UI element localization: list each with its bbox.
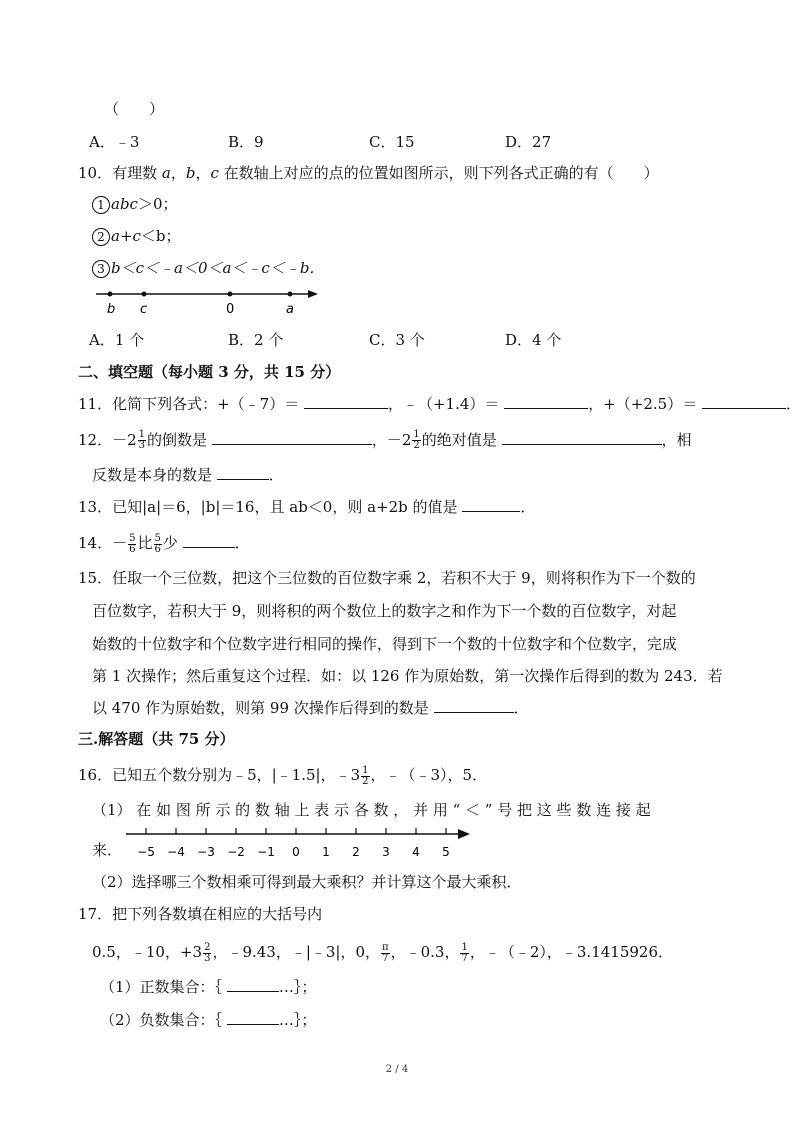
- q11-part-a: 11．化简下列各式：+（﹣7）＝: [78, 395, 300, 413]
- q17-numbers: ，﹣9.43，﹣|﹣3|，0，: [212, 943, 381, 961]
- axis-tick-label: 1: [322, 845, 330, 859]
- q16-part-2: （2）选择哪三个数相乘可得到最大乘积？并计算这个最大乘积．: [92, 873, 522, 891]
- q17-numbers: ，﹣（﹣2），﹣3.1415926．: [469, 943, 674, 961]
- mixed-number: [112, 427, 147, 453]
- answer-blank[interactable]: [212, 430, 372, 445]
- axis-tick-label: 2: [352, 845, 360, 859]
- axis-ticks: [137, 828, 450, 859]
- q14-text: 少: [162, 534, 178, 552]
- answer-blank[interactable]: [702, 394, 786, 409]
- numerator: 1: [138, 428, 146, 440]
- fraction: [361, 766, 369, 787]
- label-zero: 0: [226, 302, 235, 317]
- answer-blank[interactable]: [304, 394, 388, 409]
- circled-number: 1: [92, 196, 110, 214]
- numerator: 5: [154, 532, 161, 544]
- q10-statement-2: [92, 226, 181, 246]
- q13-text: 13．已知|a|＝6，|b|＝16，且 ab＜0，则 a+2b 的值是: [78, 498, 458, 516]
- point-b: [108, 292, 113, 297]
- section-2-title: 二、填空题（每小题 3 分，共 15 分）: [78, 363, 341, 381]
- q9-option-a: A．﹣3: [89, 133, 140, 151]
- q15-line-5: [92, 698, 529, 718]
- numerator: 1: [461, 941, 468, 953]
- q12-text: ，相: [661, 431, 692, 449]
- q11: [78, 394, 801, 414]
- fraction: [460, 943, 468, 964]
- q10-statement-1: [92, 194, 178, 214]
- axis-tick-label: 5: [442, 845, 450, 859]
- q15-line-2: 百位数字，若积大于 9，则将积的两个数位上的数字之和作为下一个数的百位数字，对起: [92, 602, 677, 620]
- axis-arrow: [308, 290, 318, 298]
- denominator: 3: [138, 439, 146, 451]
- page-number: 2 / 4: [385, 1064, 409, 1075]
- fraction: [412, 430, 420, 451]
- q10-option-b: B．2 个: [228, 331, 284, 349]
- q10-stem-part: ，: [170, 164, 186, 182]
- label-b: b: [107, 302, 116, 317]
- denominator: 7: [461, 952, 468, 964]
- q17-numbers: 0.5，﹣10，+3: [92, 943, 203, 961]
- fraction: [203, 943, 211, 964]
- q12-line-1: [78, 427, 692, 453]
- q9-option-c: C．15: [369, 133, 415, 151]
- denominator: 6: [129, 543, 136, 555]
- point-c: [142, 292, 147, 297]
- q16-number-line: [126, 826, 476, 864]
- denominator: 6: [154, 543, 161, 555]
- mixed-number: [387, 427, 422, 453]
- denominator: 2: [413, 439, 420, 451]
- q10-option-a: A．1 个: [89, 331, 145, 349]
- q14-number: 14．: [78, 534, 113, 552]
- fraction: [381, 943, 390, 964]
- q9-option-b: B．9: [228, 133, 264, 151]
- q10-s2-rest: ＜b；: [140, 227, 181, 245]
- q10-statement-3: [92, 258, 324, 278]
- answer-blank[interactable]: [217, 465, 269, 480]
- q17-set-end: …｝；: [278, 978, 317, 996]
- fraction: [128, 534, 136, 555]
- q14-end: ．: [234, 534, 250, 552]
- q10-var-a: a: [161, 164, 171, 182]
- q15-line-1: 15．任取一个三位数，把这个三位数的百位数字乘 2，若积不大于 9，则将积作为下一个数的: [78, 569, 696, 587]
- q12-text: 反数是本身的数是: [92, 466, 213, 484]
- answer-blank[interactable]: [502, 430, 662, 445]
- axis-tick-label: −1: [257, 845, 275, 859]
- q16-stem: [78, 762, 487, 788]
- q10-option-c: C．3 个: [369, 331, 425, 349]
- q14: [78, 530, 250, 556]
- denominator: 3: [204, 952, 211, 964]
- numerator: 2: [204, 941, 211, 953]
- q10-s2-expr: a+c: [111, 227, 141, 245]
- numerator: 5: [129, 532, 136, 544]
- answer-blank[interactable]: [227, 1010, 279, 1025]
- q11-end: ．: [785, 395, 801, 413]
- q10-var-b: b: [185, 164, 196, 182]
- q16-part-1: （1） 在 如 图 所 示 的 数 轴 上 表 示 各 数 ， 并 用 “ ＜ ” 号 把 这 些 数 连 接 起: [92, 801, 651, 819]
- q17-number-list: [92, 939, 673, 965]
- q10-stem-part: ，: [195, 164, 211, 182]
- q17-numbers: ，﹣0.3，: [390, 943, 460, 961]
- q10-stem-part: 10．有理数: [78, 164, 158, 182]
- point-zero: [228, 292, 233, 297]
- q9-answer-paren: （ ）: [104, 100, 165, 118]
- q10-s3-text: b＜c＜﹣a＜0＜a＜﹣c＜﹣b．: [111, 259, 325, 277]
- q15-end: ．: [513, 699, 529, 717]
- q11-part-b: ，﹣（+1.4）＝: [387, 395, 500, 413]
- q17-positive-set: [100, 977, 316, 997]
- q15-line-3: 始数的十位数字和个位数字进行相同的操作，得到下一个数的十位数字和个位数字，完成: [92, 635, 678, 653]
- axis-tick-label: −4: [167, 845, 185, 859]
- q12-number: 12．: [78, 431, 113, 449]
- q17-negative-set: [100, 1010, 316, 1030]
- q10-s1-expr: abc: [111, 195, 138, 213]
- axis-tick-label: 0: [292, 845, 300, 859]
- label-c: c: [140, 302, 148, 317]
- q12-text: 的绝对值是: [421, 431, 497, 449]
- circled-number: 2: [92, 228, 110, 246]
- q12-whole: －2: [386, 431, 412, 449]
- q14-sign: －: [112, 534, 128, 552]
- q14-text: 比: [137, 534, 153, 552]
- axis-tick-label: −3: [197, 845, 215, 859]
- numerator: π: [382, 941, 389, 953]
- q13: [78, 497, 535, 517]
- q10-option-d: D．4 个: [505, 331, 562, 349]
- q10-number-line: [90, 286, 330, 318]
- q10-s1-rest: ＞0；: [137, 195, 178, 213]
- axis-tick-label: −2: [227, 845, 245, 859]
- q13-end: ．: [520, 498, 536, 516]
- q16-text: 16．已知五个数分别为﹣5，|﹣1.5|，﹣3: [78, 766, 361, 784]
- q15-text: 以 470 作为原始数，则第 99 次操作后得到的数是: [92, 699, 429, 717]
- answer-blank[interactable]: [462, 497, 520, 512]
- q16-part-1-end: 来．: [92, 841, 123, 859]
- axis-tick-label: 3: [382, 845, 390, 859]
- section-3-title: 三.解答题（共 75 分）: [78, 730, 235, 748]
- q12-whole: －2: [112, 431, 137, 449]
- q17-stem: 17．把下列各数填在相应的大括号内: [78, 905, 323, 923]
- q10-stem-part: 在数轴上对应的点的位置如图所示，则下列各式正确的有（ ）: [223, 164, 659, 182]
- fraction: [154, 534, 162, 555]
- denominator: 7: [382, 952, 389, 964]
- q9-option-d: D．27: [505, 133, 552, 151]
- q11-part-c: ，+（+2.5）＝: [588, 395, 698, 413]
- label-a: a: [286, 302, 294, 317]
- q10-stem: [78, 163, 659, 183]
- q15-line-4: 第 1 次操作；然后重复这个过程．如：以 126 作为原始数，第一次操作后得到的数为 243．若: [92, 667, 723, 685]
- q12-text: ，: [371, 431, 387, 449]
- q17-set-label: （2）负数集合：｛: [100, 1011, 223, 1029]
- q10-var-c: c: [210, 164, 219, 182]
- answer-blank[interactable]: [434, 698, 514, 713]
- answer-blank[interactable]: [504, 394, 588, 409]
- numerator: 1: [413, 428, 420, 440]
- answer-blank[interactable]: [183, 533, 235, 548]
- axis-arrow: [458, 829, 470, 839]
- q16-text: ，﹣（﹣3），5．: [370, 766, 488, 784]
- q12-line-2: [92, 465, 284, 485]
- denominator: 2: [362, 775, 369, 787]
- circled-number: 3: [92, 260, 110, 278]
- axis-tick-label: −5: [137, 845, 155, 859]
- q12-end: ．: [268, 466, 284, 484]
- q17-set-end: …｝；: [278, 1011, 317, 1029]
- point-a: [288, 292, 293, 297]
- axis-tick-label: 4: [412, 845, 420, 859]
- numerator: 1: [362, 764, 369, 776]
- q12-text: 的倒数是: [147, 431, 208, 449]
- fraction: [138, 430, 146, 451]
- q17-set-label: （1）正数集合：｛: [100, 978, 223, 996]
- answer-blank[interactable]: [227, 977, 279, 992]
